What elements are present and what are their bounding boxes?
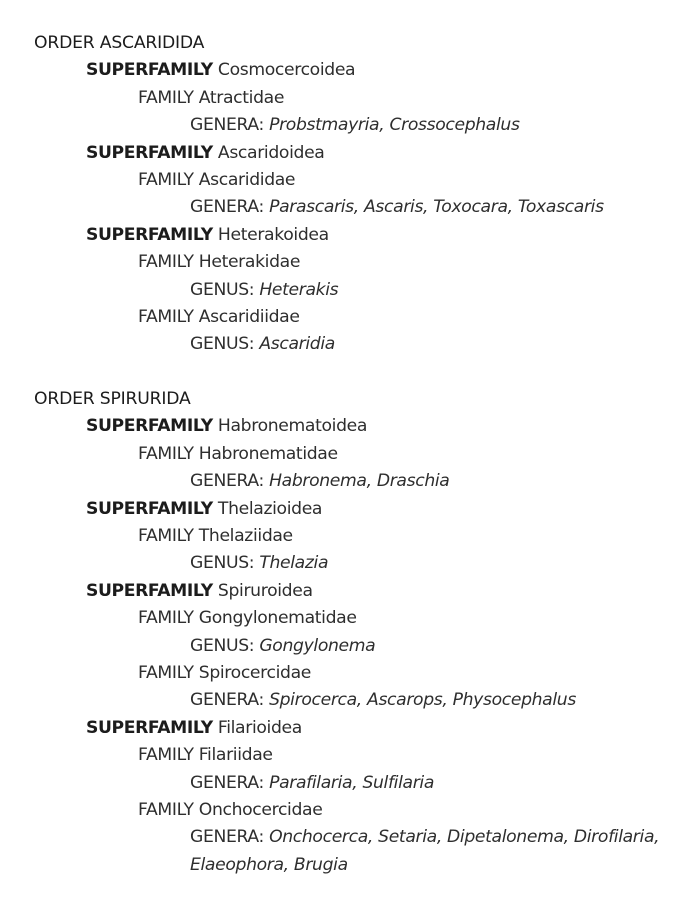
- family-row: [34, 660, 694, 687]
- genus-names: Spirocerca, Ascarops, Physocephalus: [269, 690, 576, 711]
- genus-row: [34, 112, 694, 139]
- genus-row: [34, 770, 694, 797]
- family-row: [34, 304, 694, 331]
- genus-names: Ascaridia: [259, 334, 335, 355]
- superfamily-row: [34, 578, 694, 605]
- genus-keyword: GENUS:: [190, 635, 255, 656]
- genus-row: [34, 550, 694, 577]
- family-label: FAMILY Filariidae: [138, 745, 273, 766]
- family-row: [34, 742, 694, 769]
- superfamily-keyword: SUPERFAMILY: [86, 717, 213, 738]
- superfamily-name: Spiruroidea: [217, 580, 313, 601]
- superfamily-keyword: SUPERFAMILY: [86, 60, 213, 81]
- superfamily-name: Heterakoidea: [217, 224, 329, 245]
- family-label: FAMILY Habronematidae: [138, 443, 338, 464]
- genus-keyword: GENERA:: [190, 690, 264, 711]
- superfamily-keyword: SUPERFAMILY: [86, 580, 213, 601]
- superfamily-row: [34, 57, 694, 84]
- genus-names: Gongylonema: [259, 635, 376, 656]
- genus-row: [34, 824, 694, 851]
- genus-row: [34, 468, 694, 495]
- superfamily-keyword: SUPERFAMILY: [86, 142, 213, 163]
- genus-keyword: GENUS:: [190, 279, 255, 300]
- genus-keyword: GENUS:: [190, 553, 255, 574]
- genus-row-continued: [34, 852, 694, 879]
- superfamily-name: Ascaridoidea: [217, 142, 325, 163]
- family-label: FAMILY Gongylonematidae: [138, 608, 357, 629]
- superfamily-keyword: SUPERFAMILY: [86, 224, 213, 245]
- genus-keyword: GENERA:: [190, 471, 264, 492]
- family-row: [34, 523, 694, 550]
- superfamily-keyword: SUPERFAMILY: [86, 416, 213, 437]
- order-heading: [34, 386, 694, 413]
- genus-keyword: GENUS:: [190, 334, 255, 355]
- family-label: FAMILY Spirocercidae: [138, 662, 311, 683]
- genus-keyword: GENERA:: [190, 197, 264, 218]
- genus-row: [34, 633, 694, 660]
- order-heading: [34, 30, 694, 57]
- family-label: FAMILY Ascarididae: [138, 169, 296, 190]
- order-label: ORDER SPIRURIDA: [34, 389, 191, 410]
- family-label: FAMILY Ascaridiidae: [138, 306, 300, 327]
- genus-names: Onchocerca, Setaria, Dipetalonema, Dirofilaria,: [269, 827, 660, 848]
- section-spacer: [34, 359, 694, 386]
- superfamily-keyword: SUPERFAMILY: [86, 498, 213, 519]
- genus-keyword: GENERA:: [190, 115, 264, 136]
- superfamily-row: [34, 413, 694, 440]
- genus-names: Habronema, Draschia: [269, 471, 450, 492]
- family-label: FAMILY Thelaziidae: [138, 526, 293, 547]
- genus-keyword: GENERA:: [190, 827, 264, 848]
- genus-names: Parafilaria, Sulfilaria: [269, 772, 435, 793]
- superfamily-row: [34, 496, 694, 523]
- superfamily-row: [34, 222, 694, 249]
- genus-row: [34, 277, 694, 304]
- genus-row: [34, 194, 694, 221]
- genus-names: Heterakis: [259, 279, 339, 300]
- genus-keyword: GENERA:: [190, 772, 264, 793]
- genus-row: [34, 687, 694, 714]
- genus-names-continued: Elaeophora, Brugia: [190, 854, 348, 875]
- family-row: [34, 249, 694, 276]
- order-label: ORDER ASCARIDIDA: [34, 33, 205, 53]
- genus-names: Thelazia: [259, 553, 329, 574]
- superfamily-name: Habronematoidea: [217, 416, 368, 437]
- family-row: [34, 85, 694, 112]
- family-label: FAMILY Heterakidae: [138, 252, 301, 273]
- family-row: [34, 441, 694, 468]
- family-row: [34, 605, 694, 632]
- family-label: FAMILY Onchocercidae: [138, 799, 323, 820]
- superfamily-name: Cosmocercoidea: [217, 60, 356, 81]
- family-label: FAMILY Atractidae: [138, 87, 285, 108]
- superfamily-row: [34, 140, 694, 167]
- family-row: [34, 797, 694, 824]
- genus-names: Probstmayria, Crossocephalus: [269, 115, 520, 136]
- superfamily-name: Filarioidea: [217, 717, 302, 738]
- taxonomy-outline: [34, 30, 694, 879]
- superfamily-name: Thelazioidea: [217, 498, 323, 519]
- genus-row: [34, 331, 694, 358]
- genus-names: Parascaris, Ascaris, Toxocara, Toxascaris: [269, 197, 604, 218]
- superfamily-row: [34, 715, 694, 742]
- family-row: [34, 167, 694, 194]
